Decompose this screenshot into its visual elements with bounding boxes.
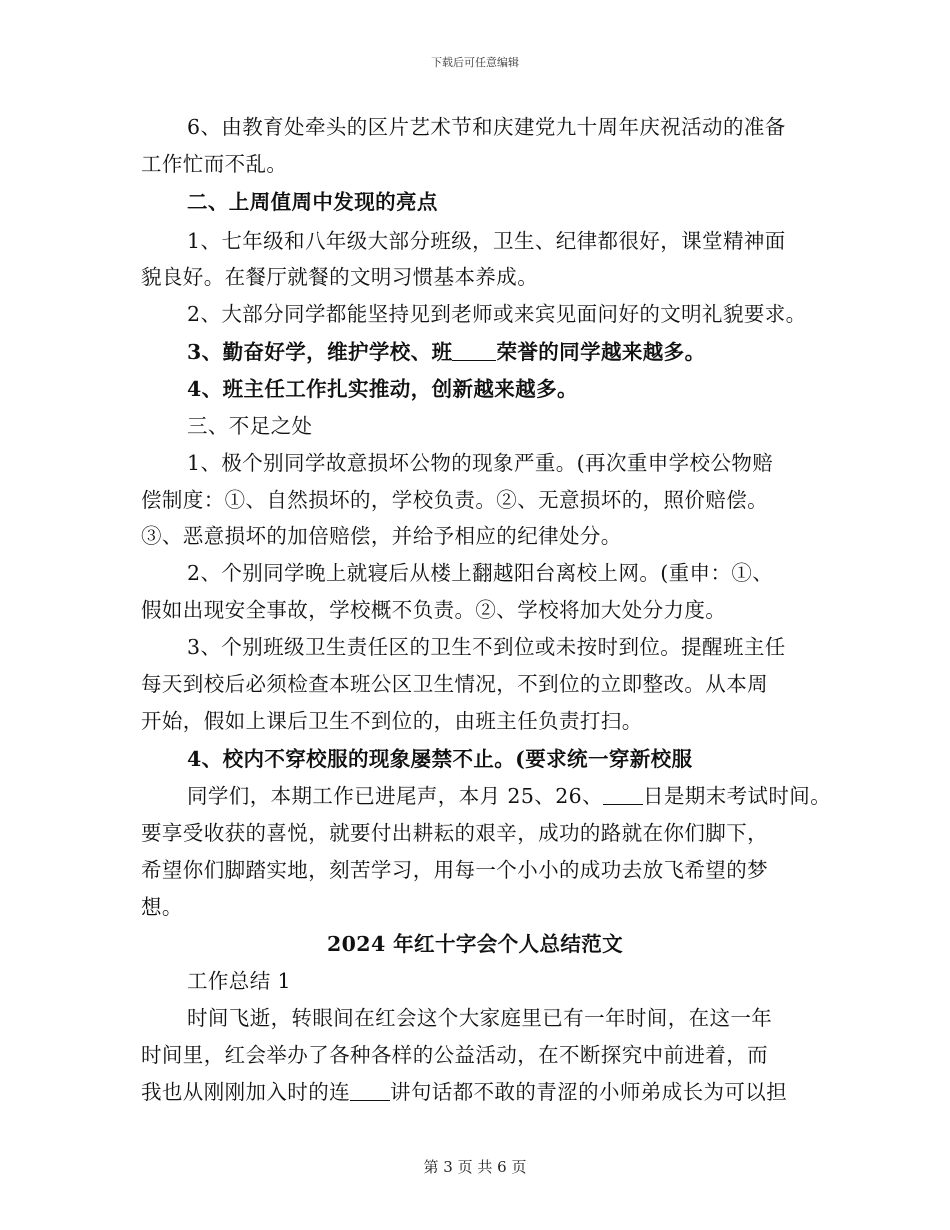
- page-header: 下载后可任意编辑: [431, 56, 519, 69]
- paragraph-line: 开始，假如上课后卫生不到位的，由班主任负责打扫。: [141, 709, 643, 733]
- article-title: 2024 年红十字会个人总结范文: [326, 932, 624, 956]
- line-text: 讲句话都不敢的青涩的小师弟成长为可以担: [390, 1080, 788, 1104]
- paragraph-line: 1、极个别同学故意损坏公物的现象严重。(再次重申学校公物赔: [187, 451, 774, 475]
- subheading: 工作总结 1: [187, 969, 291, 993]
- line-text: 我也从刚刚加入时的连: [141, 1080, 350, 1104]
- blank-underline: [603, 786, 643, 805]
- paragraph-line: 要享受收获的喜悦，就要付出耕耘的艰辛，成功的路就在你们脚下，: [141, 821, 768, 845]
- line-text: 同学们，本期工作已进尾声，本月 25、26、: [187, 784, 603, 808]
- paragraph-line: 6、由教育处牵头的区片艺术节和庆建党九十周年庆祝活动的准备: [187, 115, 786, 139]
- bold-paragraph-line: [187, 339, 705, 365]
- section-heading: 三、不足之处: [187, 414, 313, 438]
- paragraph-line: 每天到校后必须检查本班公区卫生情况，不到位的立即整改。从本周: [141, 672, 768, 696]
- paragraph-line: 时间飞逝，转眼间在红会这个大家庭里已有一年时间，在这一年: [187, 1006, 773, 1030]
- paragraph-line: 假如出现安全事故，学校概不负责。②、学校将加大处分力度。: [141, 598, 727, 622]
- bold-paragraph-line: 4、校内不穿校服的现象屡禁不止。(要求统一穿新校服: [187, 747, 693, 771]
- paragraph-line: 偿制度：①、自然损坏的，学校负责。②、无意损坏的，照价赔偿。: [141, 488, 768, 512]
- blank-underline: [452, 342, 496, 361]
- paragraph-line: 时间里，红会举办了各种各样的公益活动，在不断探究中前进着，而: [141, 1043, 768, 1067]
- line-text: 日是期末考试时间。: [643, 784, 832, 808]
- section-heading: 二、上周值周中发现的亮点: [187, 190, 438, 214]
- paragraph-line: 2、个别同学晚上就寝后从楼上翻越阳台离校上网。(重申：①、: [187, 561, 774, 585]
- paragraph-line: 1、七年级和八年级大部分班级，卫生、纪律都很好，课堂精神面: [187, 229, 786, 253]
- bold-paragraph-line: 4、班主任工作扎实推动，创新越来越多。: [187, 377, 578, 401]
- line-text: 荣誉的同学越来越多。: [496, 340, 706, 364]
- paragraph-line: ③、恶意损坏的加倍赔偿，并给予相应的纪律处分。: [141, 524, 622, 548]
- paragraph-line: 貌良好。在餐厅就餐的文明习惯基本养成。: [141, 265, 539, 289]
- blank-underline: [350, 1082, 390, 1101]
- paragraph-line: [187, 783, 831, 809]
- paragraph-line: 3、个别班级卫生责任区的卫生不到位或未按时到位。提醒班主任: [187, 635, 786, 659]
- paragraph-line: 2、大部分同学都能坚持见到老师或来宾见面问好的文明礼貌要求。: [187, 302, 807, 326]
- line-text: 3、勤奋好学，维护学校、班: [187, 340, 453, 364]
- paragraph-line: [141, 1079, 787, 1105]
- paragraph-line: 想。: [141, 895, 183, 919]
- paragraph-line: 希望你们脚踏实地，刻苦学习，用每一个小小的成功去放飞希望的梦: [141, 858, 768, 882]
- paragraph-line: 工作忙而不乱。: [141, 152, 288, 176]
- page-footer: 第 3 页 共 6 页: [423, 1158, 527, 1176]
